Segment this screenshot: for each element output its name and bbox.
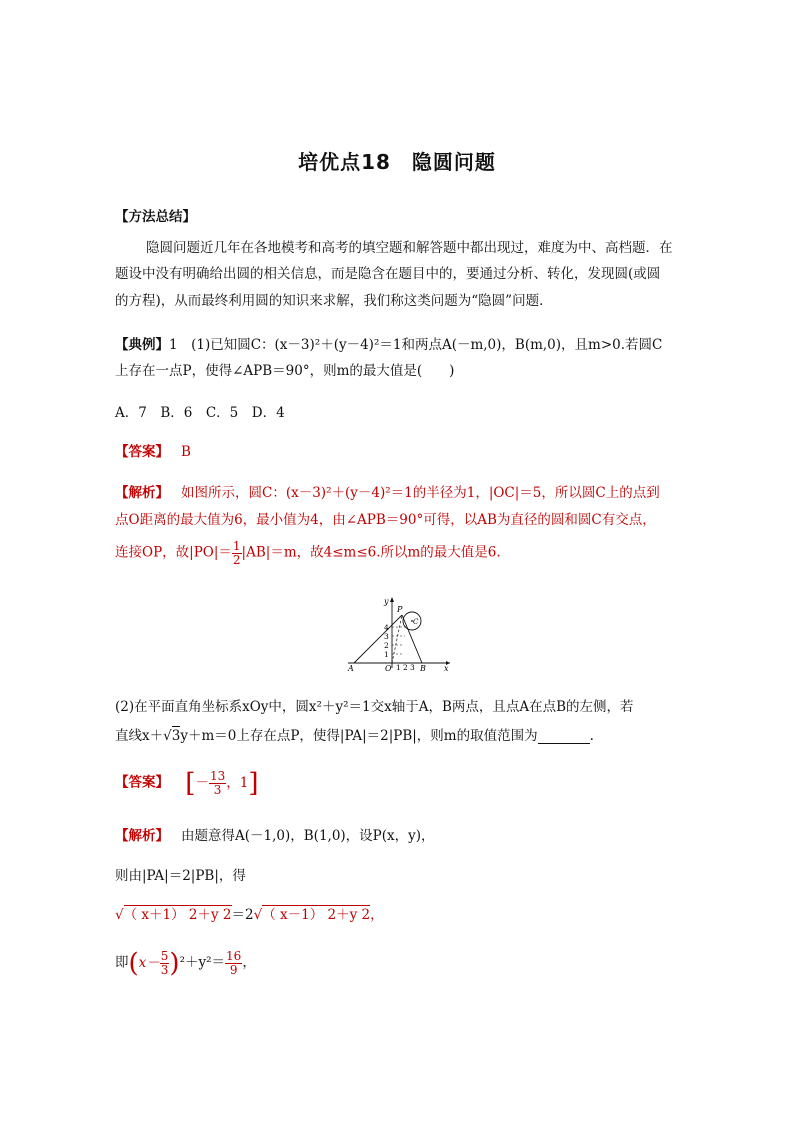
example1-analysis-line-3 — [115, 540, 501, 566]
label-P: P — [397, 605, 403, 614]
coordinate-figure — [340, 592, 455, 674]
eq1-mid: ＝2 — [231, 907, 254, 923]
fraction-numerator: 1 — [232, 539, 241, 553]
example2-answer — [115, 768, 259, 799]
example2-text-end: . — [589, 728, 594, 744]
fraction-half — [232, 540, 242, 566]
method-heading: 【方法总结】 — [115, 209, 196, 225]
eq2-body — [128, 948, 180, 979]
example1-question-line-1: 1 (1)已知圆C：(x－3)²＋(y－4)²＝1和两点A(－m,0)，B(m,0)，且m>0.若圆C — [169, 337, 663, 353]
example1-line-2: 上存在一点P，使得∠APB＝90°，则m的最大值是( ) — [115, 363, 455, 379]
segment-OP — [392, 615, 402, 663]
x-tick-1: 1 — [396, 663, 401, 672]
y-tick-3: 3 — [384, 632, 389, 641]
fraction-16-9 — [225, 950, 242, 976]
analysis-text-3a: 连接OP，故|PO|＝ — [115, 544, 232, 561]
eq2-end: ， — [242, 954, 256, 971]
example2-text-2a: 直线x＋ — [115, 728, 164, 744]
analysis-text-3b: |AB|＝m，故4≤m≤6.所以m的最大值是6. — [241, 544, 501, 561]
left-bracket: [ — [185, 768, 196, 799]
example1-analysis-line-2: 点O距离的最大值为6，最小值为4，由∠APB＝90°可得，以AB为直径的圆和圆C有交点， — [115, 512, 656, 528]
fraction-5-3 — [160, 950, 170, 976]
eq2-close-paren: ) — [169, 948, 180, 979]
label-O: O — [385, 664, 392, 673]
fraction-denominator: 9 — [229, 962, 238, 977]
eq2-mid: ²＋y²＝ — [179, 954, 226, 971]
answer-minus: － — [195, 774, 209, 791]
example1-line-1 — [115, 339, 662, 353]
example-tag: 【典例】 — [115, 337, 169, 353]
eq2-x: x－ — [138, 954, 160, 971]
label-A: A — [348, 664, 354, 673]
fraction-denominator: 3 — [213, 782, 222, 797]
sqrt-right: （ x－1） 2＋y 2 — [262, 907, 371, 923]
answer-interval — [185, 768, 259, 799]
fraction-denominator: 3 — [160, 962, 169, 977]
label-C: C — [413, 618, 419, 626]
eq2-prefix: 即 — [115, 954, 129, 971]
example2-analysis-line-1 — [115, 830, 435, 844]
equation-2 — [115, 948, 256, 979]
y-axis-label: y — [384, 597, 389, 606]
x-axis-label: x — [444, 664, 449, 673]
segment-AP — [354, 615, 402, 663]
answer-tag-2: 【答案】 — [115, 774, 169, 791]
analysis-tag-2: 【解析】 — [115, 828, 169, 844]
page-title: 培优点18 隐圆问题 — [298, 150, 496, 174]
fraction-denominator: 2 — [232, 552, 241, 567]
y-tick-2: 2 — [384, 641, 389, 650]
fraction-numerator: 16 — [226, 949, 242, 963]
example1-answer — [115, 446, 191, 460]
example2-analysis-line-2: 则由|PA|＝2|PB|，得 — [115, 868, 246, 884]
eq2-open-paren: ( — [128, 948, 139, 979]
y-axis-arrow — [390, 597, 394, 602]
method-line-3: 的方程)，从而最终利用圆的知识来求解，我们称这类问题为“隐圆”问题． — [115, 293, 553, 309]
example1-analysis-line-1 — [115, 487, 660, 501]
x-tick-2: 2 — [403, 663, 408, 672]
fraction-13-3 — [209, 770, 226, 796]
fraction-numerator: 13 — [209, 769, 226, 783]
answer-value: B — [181, 444, 191, 460]
answer-blank — [538, 731, 590, 744]
y-tick-4: 4 — [384, 623, 389, 632]
method-line-2: 题设中没有明确给出圆的相关信息，而是隐含在题目中的，要通过分析、转化，发现圆(或圆 — [115, 266, 661, 282]
label-B: B — [420, 664, 426, 673]
equation-1: √（ x＋1） 2＋y 2＝2√（ x－1） 2＋y 2， — [115, 907, 384, 923]
right-bracket: ] — [248, 768, 259, 799]
analysis-text-1: 如图所示，圆C：(x－3)²＋(y－4)²＝1的半径为1，|OC|＝5，所以圆C上的点到 — [181, 485, 660, 501]
eq1-end: ， — [370, 907, 384, 923]
example2-line-1: (2)在平面直角坐标系xOy中，圆x²＋y²＝1交x轴于A，B两点，且点A在点B的左侧，若 — [115, 699, 634, 715]
example2-line-2: 直线x＋√3y＋m＝0上存在点P，使得|PA|＝2|PB|，则m的取值范围为 . — [115, 728, 594, 744]
y-tick-1: 1 — [384, 650, 389, 659]
sqrt-left: （ x＋1） 2＋y 2 — [123, 907, 232, 923]
fraction-numerator: 5 — [160, 949, 169, 963]
example2-text-2b: y＋m＝0上存在点P，使得|PA|＝2|PB|，则m的取值范围为 — [180, 728, 538, 744]
answer-tag: 【答案】 — [115, 444, 169, 460]
segment-PB — [402, 615, 422, 663]
analysis2-text-1: 由题意得A(－1,0)，B(1,0)，设P(x，y)， — [181, 828, 435, 844]
x-tick-3: 3 — [410, 663, 415, 672]
answer-upper: ，1 — [226, 774, 249, 791]
sqrt-three: 3 — [171, 728, 181, 744]
example1-options: A．7 B．6 C．5 D．4 — [115, 405, 285, 421]
analysis-tag: 【解析】 — [115, 485, 169, 501]
method-line-1: 隐圆问题近几年在各地模考和高考的填空题和解答题中都出现过，难度为中、高档题．在 — [146, 240, 673, 256]
